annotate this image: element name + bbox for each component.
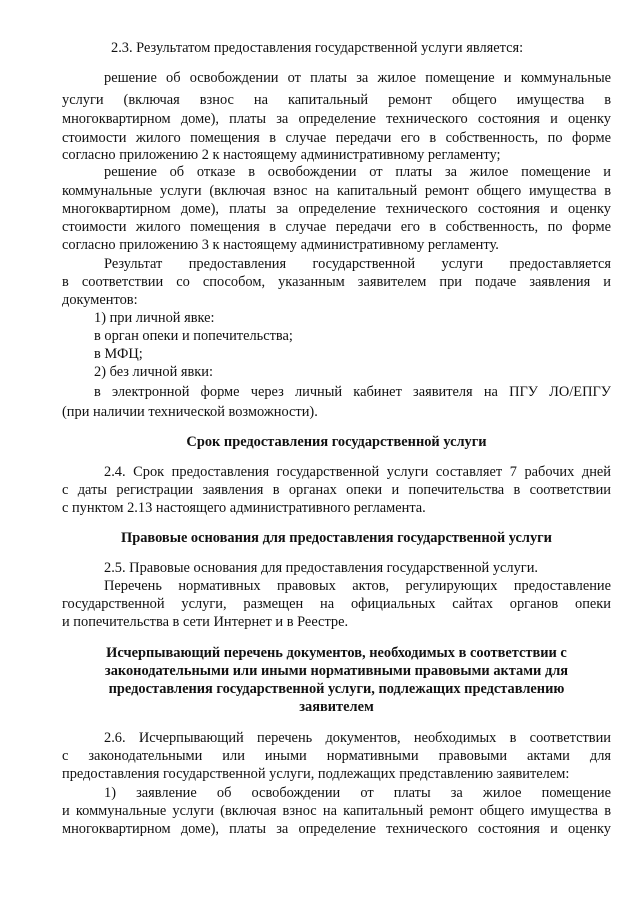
paragraph-line: с пунктом 2.13 настоящего административного регламента. — [62, 500, 426, 516]
paragraph-line: (при наличии технической возможности). — [62, 404, 318, 420]
paragraph-line: многоквартирном доме), платы за определение технического состояния и оценку — [62, 821, 611, 837]
paragraph-line: с законодательными или иными нормативными правовыми актами для — [62, 748, 611, 764]
paragraph-line: 2.5. Правовые основания для предоставления государственной услуги. — [104, 560, 538, 576]
paragraph-line: решение об отказе в освобождении от платы за жилое помещение и — [104, 164, 611, 180]
paragraph-line: в МФЦ; — [94, 346, 143, 362]
paragraph-line: и коммунальные услуги (включая взнос на капитальный ремонт общего имущества в — [62, 803, 611, 819]
paragraph-line: услуги (включая взнос на капитальный ремонт общего имущества в — [62, 92, 611, 108]
paragraph-line: в электронной форме через личный кабинет заявителя на ПГУ ЛО/ЕПГУ — [94, 384, 611, 400]
section-heading: заявителем — [299, 699, 374, 715]
paragraph-line: и попечительства в сети Интернет и в Реестре. — [62, 614, 349, 630]
paragraph-line: в орган опеки и попечительства; — [94, 328, 293, 344]
paragraph-line: государственной услуги, размещен на официальных сайтах органов опеки — [62, 596, 611, 612]
paragraph-line: Результат предоставления государственной услуги предоставляется — [104, 256, 611, 272]
paragraph-line: Перечень нормативных правовых актов, регулирующих предоставление — [104, 578, 611, 594]
section-heading: законодательными или иными нормативными правовыми актами для — [104, 663, 569, 679]
paragraph-line: 1) заявление об освобождении от платы за жилое помещение — [104, 785, 611, 801]
section-heading: Срок предоставления государственной услуги — [186, 434, 487, 450]
paragraph-line: коммунальные услуги (включая взнос на капитальный ремонт общего имущества в — [62, 183, 611, 199]
paragraph-line: согласно приложению 3 к настоящему административному регламенту. — [62, 237, 499, 253]
paragraph-line: 1) при личной явке: — [94, 310, 215, 326]
paragraph-line: 2.6. Исчерпывающий перечень документов, необходимых в соответствии — [104, 730, 611, 746]
paragraph-line: стоимости жилого помещения в случае передачи его в собственность, по форме — [62, 219, 611, 235]
paragraph-line: в соответствии со способом, указанным заявителем при подаче заявления и — [62, 274, 611, 290]
paragraph-line: 2) без личной явки: — [94, 364, 213, 380]
paragraph-line: 2.3. Результатом предоставления государственной услуги является: — [111, 40, 524, 56]
paragraph-line: предоставления государственной услуги, подлежащих представлению заявителем: — [62, 766, 570, 782]
section-heading: Правовые основания для предоставления государственной услуги — [121, 530, 552, 546]
paragraph-line: с даты регистрации заявления в органах опеки и попечительства в соответствии — [62, 482, 611, 498]
section-heading: Исчерпывающий перечень документов, необходимых в соответствии с — [106, 645, 567, 661]
paragraph-line: решение об освобождении от платы за жилое помещение и коммунальные — [104, 70, 611, 86]
paragraph-line: документов: — [62, 292, 138, 308]
section-heading: предоставления государственной услуги, подлежащих представлению — [108, 681, 565, 697]
paragraph-line: многоквартирном доме), платы за определение технического состояния и оценку — [62, 111, 611, 127]
paragraph-line: стоимости жилого помещения в случае передачи его в собственность, по форме — [62, 130, 611, 146]
paragraph-line: согласно приложению 2 к настоящему административному регламенту; — [62, 147, 501, 163]
paragraph-line: многоквартирном доме), платы за определение технического состояния и оценку — [62, 201, 611, 217]
paragraph-line: 2.4. Срок предоставления государственной услуги составляет 7 рабочих дней — [104, 464, 611, 480]
